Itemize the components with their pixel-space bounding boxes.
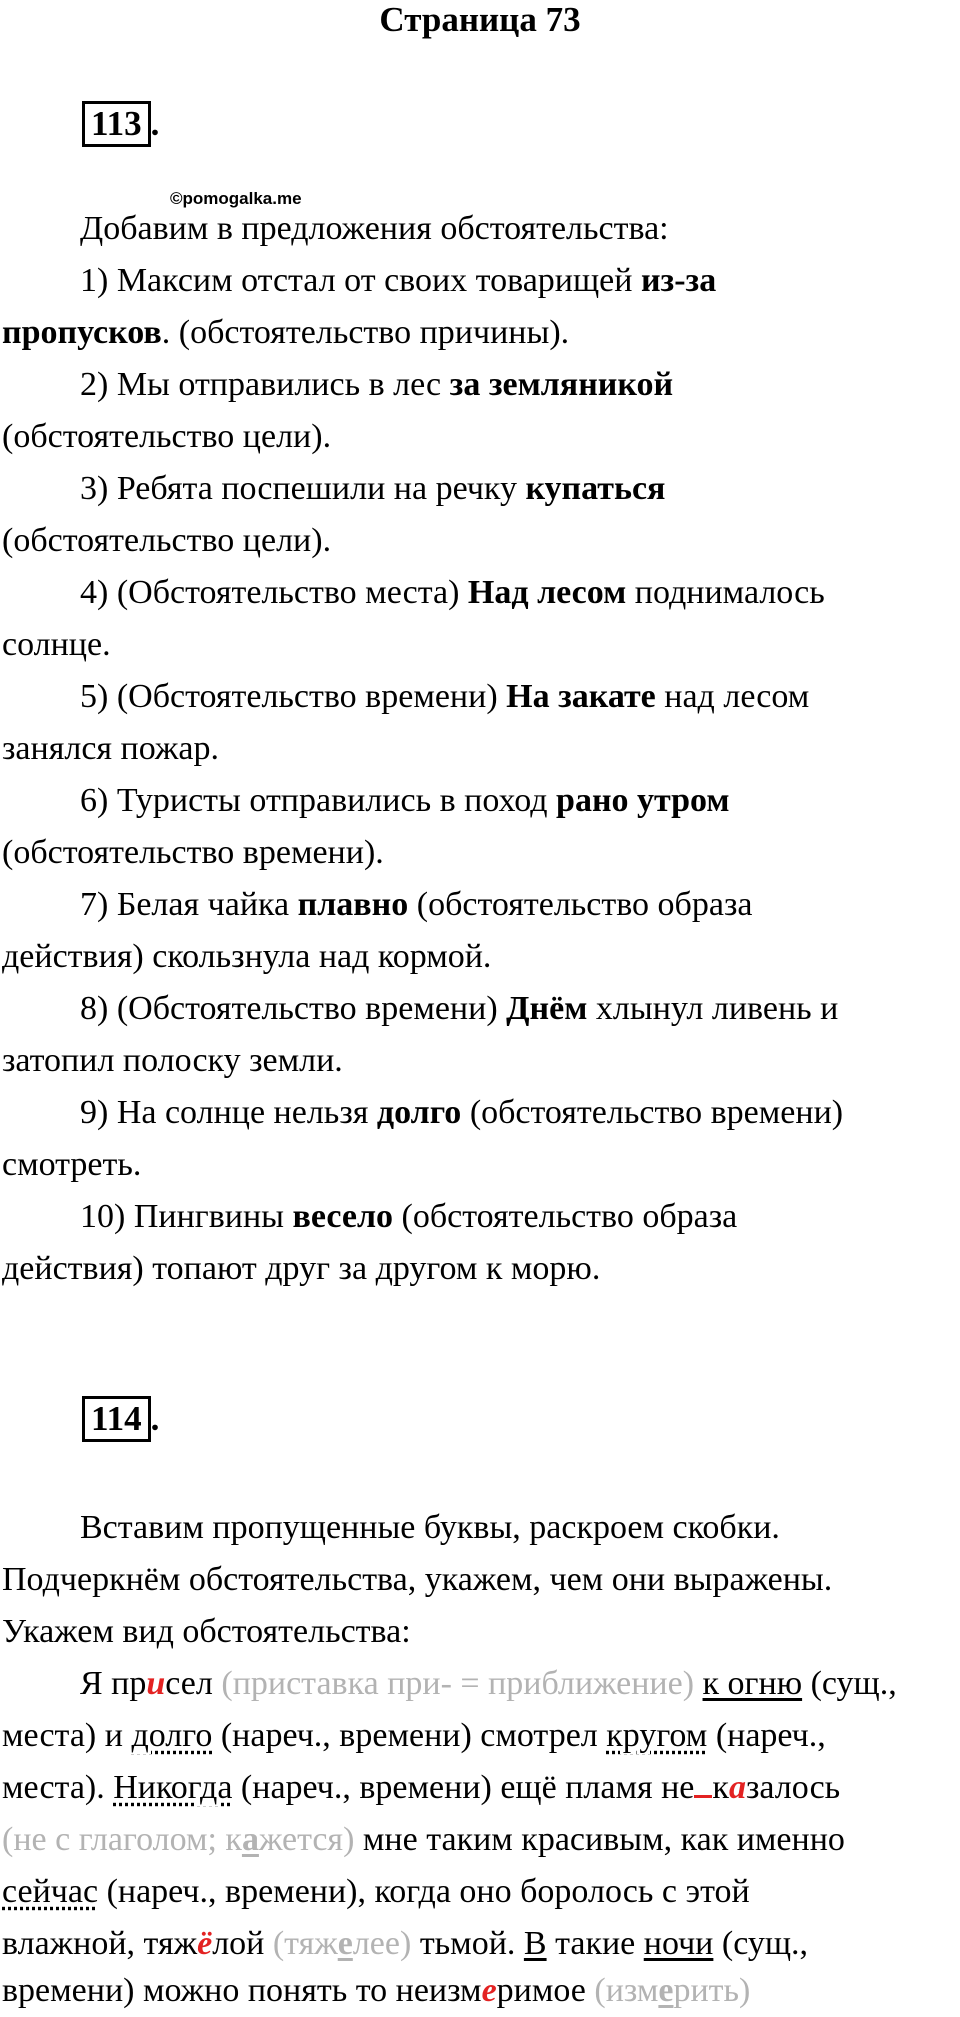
hint-check-word: (не с глаголом; к <box>2 1821 242 1858</box>
bold-text: за земляникой <box>449 366 674 403</box>
sentence-5-line-2: занялся пожар. <box>2 730 219 767</box>
text-span: места). <box>2 1769 114 1806</box>
text-span: сел <box>165 1665 222 1702</box>
sentence-10-line-1 <box>2 1191 960 1243</box>
text-span: (обстоятельство времени) <box>461 1094 844 1131</box>
hint-check-word: (тяж <box>272 1925 338 1962</box>
adverbial-underline: долго <box>131 1717 213 1754</box>
sentence-8-line-1 <box>2 983 960 1035</box>
text-span: 5) (Обстоятельство времени) <box>80 678 507 715</box>
text-span: поднималось <box>626 574 825 611</box>
sentence-1-line-2 <box>2 307 956 359</box>
text-span: а <box>728 1769 746 1806</box>
page-title: Страница 73 <box>379 0 581 39</box>
sentence-7-line-2: действия) скользнула над кормой. <box>2 938 492 975</box>
bold-text: из-за <box>640 262 717 299</box>
text-line-1 <box>2 1658 960 1710</box>
text-span: тьмой. <box>411 1925 524 1962</box>
text-span: е <box>481 1972 497 2009</box>
bold-text: плавно <box>297 886 409 923</box>
text-span: рить) <box>673 1972 751 2009</box>
text-span: 2) Мы отправились в лес <box>80 366 450 403</box>
text-line-3 <box>2 1762 956 1814</box>
sentence-5-line-1 <box>2 671 960 723</box>
bold-text: Днём <box>506 990 588 1027</box>
text-span: 10) Пингвины <box>80 1198 293 1235</box>
text-span: Я пр <box>80 1665 147 1702</box>
text-span: е <box>337 1925 353 1962</box>
text-span: лее) <box>352 1925 412 1962</box>
text-span: 6) Туристы отправились в поход <box>80 782 557 819</box>
text-span: а <box>241 1821 259 1858</box>
text-line-7 <box>2 1965 956 2017</box>
sentence-4-line-2: солнце. <box>2 626 111 663</box>
sentence-9-line-1 <box>2 1087 960 1139</box>
text-span: места) и <box>2 1717 132 1754</box>
text-span: 7) Белая чайка <box>80 886 298 923</box>
sentence-2-line-2: (обстоятельство цели). <box>2 418 332 455</box>
separate-writing-mark <box>694 1769 712 1798</box>
adverbial-underline: Никогда <box>113 1769 233 1806</box>
sentence-8-line-2: затопил полоску земли. <box>2 1042 343 1079</box>
sentence-1-line-1 <box>2 255 960 307</box>
text-span: (нареч., <box>707 1717 826 1754</box>
hint-check-word: (изм <box>594 1972 659 2009</box>
adverbial-underline: ночи <box>643 1925 714 1962</box>
adverbial-underline: В <box>523 1925 547 1962</box>
text-span: залось <box>745 1769 841 1806</box>
bold-text: рано утром <box>556 782 730 819</box>
text-span: и <box>146 1665 166 1702</box>
text-span: влажной, тяж <box>2 1925 198 1962</box>
sentence-2-line-1 <box>2 359 960 411</box>
text-span: (сущ., <box>713 1925 809 1962</box>
text-line-2 <box>2 1710 956 1762</box>
text-line-4 <box>2 1814 956 1866</box>
text-span: 8) (Обстоятельство времени) <box>80 990 507 1027</box>
watermark: ©pomogalka.me <box>170 189 302 208</box>
sentence-10-line-2: действия) топают друг за другом к морю. <box>2 1250 601 1287</box>
text-span: лой <box>212 1925 273 1962</box>
task-114-intro-line-1: Вставим пропущенные буквы, раскроем скобки. <box>80 1509 780 1546</box>
bold-text: пропусков <box>2 314 162 351</box>
text-span: (обстоятельство образа <box>393 1198 738 1235</box>
bold-text: долго <box>376 1094 462 1131</box>
sentence-6-line-2: (обстоятельство времени). <box>2 834 384 871</box>
text-span: е <box>658 1972 674 2009</box>
text-span: . (обстоятельство причины). <box>161 314 570 351</box>
text-span: 4) (Обстоятельство места) <box>80 574 468 611</box>
text-span: (нареч., времени), когда оно боролось с этой <box>98 1873 750 1910</box>
bold-text: купаться <box>525 470 666 507</box>
bold-text: На закате <box>506 678 656 715</box>
adverbial-underline: кругом <box>606 1717 708 1754</box>
text-span: к <box>712 1769 729 1806</box>
sentence-6-line-1 <box>2 775 960 827</box>
text-span: 9) На солнце нельзя <box>80 1094 377 1131</box>
sentence-3-line-2: (обстоятельство цели). <box>2 522 332 559</box>
sentence-9-line-2: смотреть. <box>2 1146 142 1183</box>
text-span: (нареч., времени) смотрел <box>212 1717 607 1754</box>
text-line-5 <box>2 1866 956 1918</box>
text-span: времени) можно понять то неизм <box>2 1972 482 2009</box>
text-span: такие <box>546 1925 644 1962</box>
text-span: (нареч., времени) ещё пламя не <box>232 1769 695 1806</box>
bold-text: Над лесом <box>467 574 627 611</box>
sentence-4-line-1 <box>2 567 960 619</box>
task-114-intro-line-2: Подчеркнём обстоятельства, укажем, чем они выражены. <box>2 1561 833 1598</box>
sentence-7-line-1 <box>2 879 960 931</box>
task-113-intro: Добавим в предложения обстоятельства: <box>80 210 669 247</box>
text-span: римое <box>496 1972 595 2009</box>
task-number-113: 113 . <box>82 101 159 147</box>
text-span: (сущ., <box>802 1665 897 1702</box>
text-span: 1) Максим отстал от своих товарищей <box>80 262 641 299</box>
text-span: ё <box>197 1925 213 1962</box>
hint-prefix: (приставка при- = приближение) <box>221 1665 695 1702</box>
text-span: жется) <box>258 1821 355 1858</box>
task-number-box: 114 <box>82 1396 151 1442</box>
adverbial-underline: к огню <box>702 1665 803 1702</box>
text-span <box>694 1665 703 1702</box>
text-span: (обстоятельство образа <box>408 886 753 923</box>
sentence-3-line-1 <box>2 463 960 515</box>
text-span: мне таким красивым, как именно <box>354 1821 845 1858</box>
text-span: над лесом <box>655 678 810 715</box>
bold-text: весело <box>292 1198 394 1235</box>
task-114-intro-line-3: Укажем вид обстоятельства: <box>2 1613 411 1650</box>
adverbial-underline: сейчас <box>2 1873 99 1910</box>
task-number-114: 114 . <box>82 1396 159 1442</box>
text-line-6 <box>2 1918 956 1970</box>
text-span: хлынул ливень и <box>587 990 839 1027</box>
task-number-box: 113 <box>82 101 151 147</box>
text-span: 3) Ребята поспешили на речку <box>80 470 526 507</box>
